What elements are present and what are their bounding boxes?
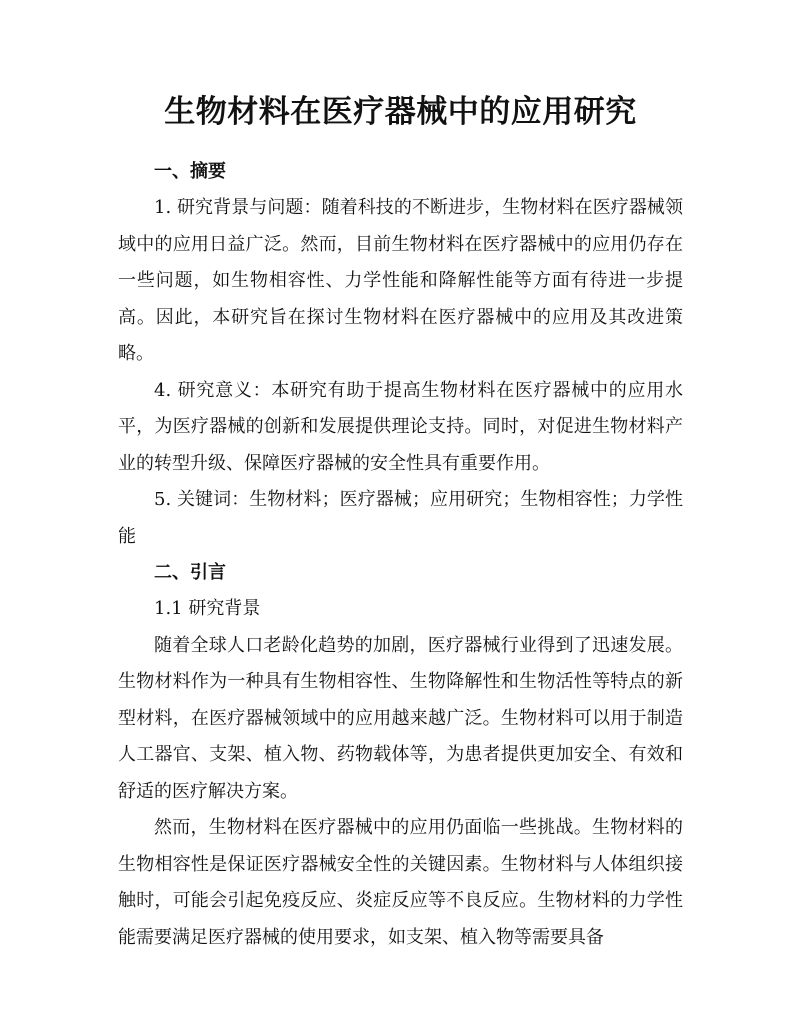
abstract-heading: 一、摘要 — [154, 161, 226, 182]
introduction-paragraph-1: 随着全球人口老龄化趋势的加剧，医疗器械行业得到了迅速发展。生物材料作为一种具有生物相容性、生物降解性和生物活性等特点的新型材料，在医疗器械领域中的应用越来越广泛。生物材料可以用于制造人工器官、支架、植入物、药物载体等，为患者提供更加安全、有效和舒适的医疗解决方案。 — [118, 634, 683, 802]
introduction-paragraph-2: 然而，生物材料在医疗器械中的应用仍面临一些挑战。生物材料的生物相容性是保证医疗器械安全性的关键因素。生物材料与人体组织接触时，可能会引起免疫反应、炎症反应等不良反应。生物材料的力学性能需要满足医疗器械的使用要求，如支架、植入物等需要具备 — [118, 817, 683, 948]
introduction-heading: 二、引言 — [154, 562, 226, 583]
document-title: 生物材料在医疗器械中的应用研究 — [164, 94, 637, 130]
research-background-subheading: 1.1 研究背景 — [154, 598, 261, 619]
abstract-paragraph-keywords: 5. 关键词：生物材料；医疗器械；应用研究；生物相容性；力学性能 — [118, 489, 683, 547]
abstract-paragraph-background: 1. 研究背景与问题：随着科技的不断进步，生物材料在医疗器械领域中的应用日益广泛。然而，目前生物材料在医疗器械中的应用仍存在一些问题，如生物相容性、力学性能和降解性能等方面有待进一步提高。因此，本研究旨在探讨生物材料在医疗器械中的应用及其改进策略。 — [118, 197, 683, 364]
introduction-section — [118, 555, 683, 956]
abstract-paragraph-significance: 4. 研究意义：本研究有助于提高生物材料在医疗器械中的应用水平，为医疗器械的创新和发展提供理论支持。同时，对促进生物材料产业的转型升级、保障医疗器械的安全性具有重要作用。 — [118, 379, 683, 474]
abstract-section — [118, 154, 683, 555]
